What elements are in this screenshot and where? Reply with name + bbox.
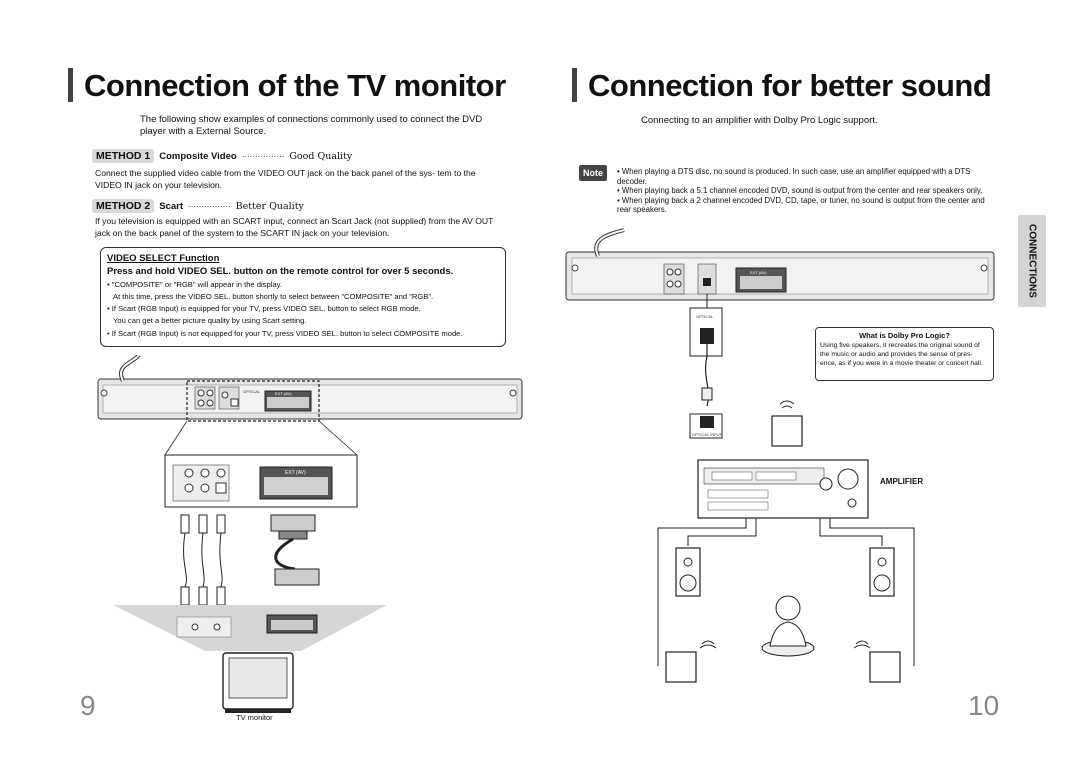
- page-number-left: 9: [80, 690, 96, 721]
- optical-input-label: OPTICAL INPUT: [692, 432, 723, 437]
- method2-text: If you television is equipped with an SCART input, connect an Scart Jack (not supplied) from the AV OUT jack on the back panel of the system to the SCART IN jack on your television.: [95, 216, 494, 238]
- note-item: • When playing back a 2 channel encoded DVD, CD, tape, or tuner, no sound is output from the center and rear speakers.: [617, 195, 985, 215]
- video-select-bullet-5: • If Scart (RGB Input) is not equipped for your TV, press VIDEO SEL. button to select COMPOSITE mode.: [107, 329, 463, 338]
- note-item: • When playing a DTS disc, no sound is produced. In such case, use an amplifier equipped with a DTS decoder.: [617, 167, 971, 186]
- video-select-heading: VIDEO SELECT Function: [107, 253, 220, 264]
- ext-av-label-small: EXT (AV): [275, 391, 292, 396]
- tv-connection-diagram: [95, 355, 525, 725]
- title-bar-left: [68, 68, 73, 102]
- method1-dots: ················: [241, 151, 285, 161]
- dolby-text: Using five speakers, it recreates the original sound of the music or audio and provides the sense of pres- ence, as if you were in a movie theater or concert hall.: [820, 342, 983, 367]
- page-title-right: Connection for better sound: [588, 68, 992, 103]
- connections-tab-label: CONNECTIONS: [1026, 224, 1038, 298]
- dolby-heading: What is Dolby Pro Logic?: [859, 331, 950, 340]
- video-select-bullet-2: At this time, press the VIDEO SEL. button shortly to select between "COMPOSITE" and "RGB".: [113, 292, 434, 301]
- page-title-left: Connection of the TV monitor: [84, 68, 506, 103]
- connections-side-tab: [1018, 215, 1046, 307]
- method1-badge: METHOD 1: [92, 149, 154, 163]
- video-select-bullet-1: • "COMPOSITE" or "RGB" will appear in the display.: [107, 280, 282, 289]
- dolby-info-box: [815, 327, 994, 381]
- method1-label: Composite Video: [159, 150, 237, 162]
- ext-av-label-zoom: EXT (AV): [285, 470, 306, 476]
- method1-text: Connect the supplied video cable from the VIDEO OUT jack on the back panel of the sys- tem to the VIDEO IN jack on your television.: [95, 168, 476, 190]
- method2-badge: METHOD 2: [92, 199, 154, 213]
- method2-quality: Better Quality: [235, 200, 304, 212]
- video-select-bullet-4: You can get a better picture quality by using Scart setting.: [113, 316, 307, 325]
- optical-label-right: OPTICAL: [696, 314, 714, 319]
- video-select-box: [100, 247, 506, 347]
- note-item: • When playing back a 5.1 channel encoded DVD, sound is output from the center and rear speakers only.: [617, 186, 983, 196]
- video-select-bullet-3: • If Scart (RGB Input) is equipped for your TV, press VIDEO SEL. button to select RGB mode.: [107, 304, 421, 313]
- notes-list: [617, 167, 995, 215]
- method1-quality: Good Quality: [289, 150, 353, 162]
- tv-monitor-label: TV monitor: [236, 713, 273, 722]
- note-badge: Note: [579, 165, 607, 181]
- ext-av-label-right: EXT (AV): [750, 270, 767, 275]
- optical-label-left: OPTICAL: [243, 389, 261, 394]
- method2-dots: ················: [188, 201, 231, 211]
- method2-row: [92, 199, 304, 213]
- video-select-subheading: Press and hold VIDEO SEL. button on the remote control for over 5 seconds.: [107, 266, 454, 277]
- amplifier-connection-diagram: [560, 228, 1000, 698]
- method1-row: [92, 149, 352, 163]
- amplifier-label: AMPLIFIER: [880, 477, 924, 486]
- page-number-right: 10: [968, 690, 1000, 721]
- method2-label: Scart: [159, 200, 184, 212]
- intro-left: The following show examples of connections commonly used to connect the DVD player with a External Source.: [140, 114, 483, 137]
- intro-right: Connecting to an amplifier with Dolby Pro Logic support.: [641, 115, 878, 126]
- title-bar-right: [572, 68, 577, 102]
